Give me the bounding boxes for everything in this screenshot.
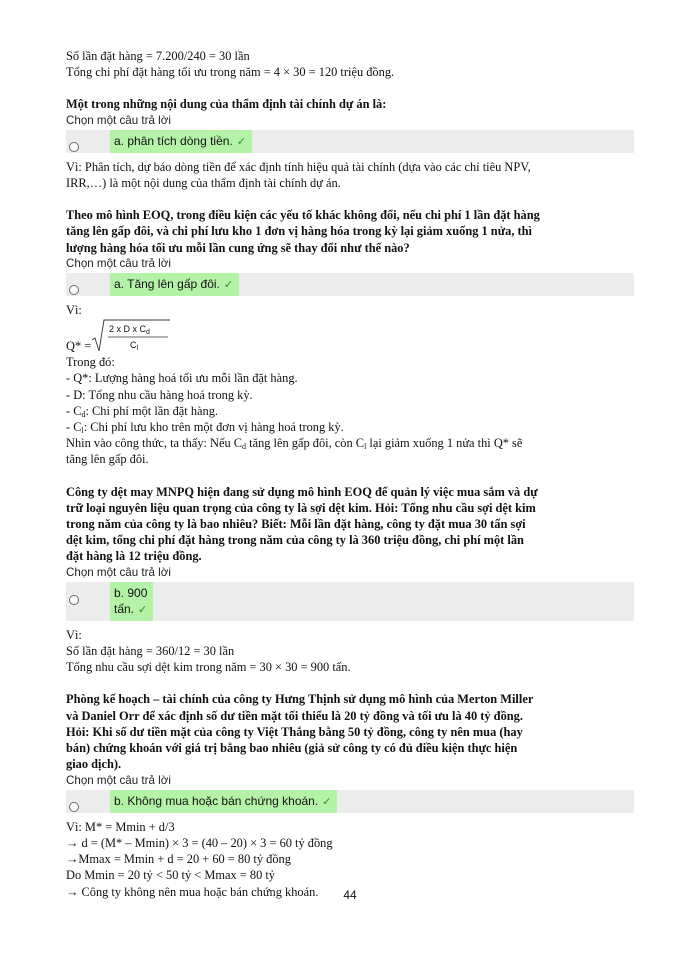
question-text: dệt kim, tổng chi phí đặt hàng trong năm của công ty là 360 triệu đồng, chi phí một lần (66, 533, 524, 548)
eoq-formula (66, 318, 636, 354)
question-text: Phòng kế hoạch – tài chính của công ty Hưng Thịnh sử dụng mô hình của Merton Miller (66, 692, 534, 707)
sqrt-fraction-icon (92, 318, 172, 354)
explanation-line: →Mmax = Mmin + d = 20 + 60 = 80 tỷ đồng (66, 852, 291, 867)
answer-radio[interactable] (69, 285, 79, 295)
explanation-label: Vì: (66, 627, 82, 642)
question-text: giao dịch). (66, 757, 122, 772)
question-text: và Daniel Orr để xác định số dư tiền mặt tối thiểu là 20 tỷ đồng và tối ưu là 40 tỷ đồng. (66, 708, 523, 723)
svg-text:Cl: $C_l$ (130, 340, 139, 353)
answer-radio[interactable] (69, 142, 79, 152)
answer-radio[interactable] (69, 595, 79, 605)
page-number: 44 (343, 888, 357, 902)
answer-prompt: Chọn một câu trả lời (66, 565, 171, 579)
formula-lhs: Q* = (66, 339, 92, 354)
explanation-line: Vì: Phân tích, dự báo dòng tiền để xác định tính hiệu quả tài chính (dựa vào các chỉ tiêu NPV, (66, 159, 531, 174)
answer-prompt: Chọn một câu trả lời (66, 256, 171, 270)
svg-text:2 x D x Cd: 2 x D x $C_d$ (109, 324, 150, 337)
check-icon: ✓ (138, 603, 148, 616)
formula-denominator: C (130, 340, 137, 351)
question-text: Công ty dệt may MNPQ hiện đang sử dụng mô hình EOQ để quản lý việc mua sắm và dự (66, 484, 538, 499)
explanation-line: → d = (M* – Mmin) × 3 = (40 – 20) × 3 = 60 tỷ đồng (66, 835, 333, 850)
explanation-line: - $C_d$: Chi phí một lần đặt hàng. (66, 403, 218, 419)
question-text: Theo mô hình EOQ, trong điều kiện các yếu tố khác không đổi, nếu chi phí 1 lần đặt hàng (66, 208, 540, 223)
explanation-line: Do Mmin = 20 tỷ < 50 tỷ < Mmax = 80 tỷ (66, 868, 275, 883)
explanation-line: IRR,…) là một nội dung của thẩm định tài chính dự án. (66, 176, 341, 191)
explanation-line: tăng lên gấp đôi. (66, 452, 149, 467)
explanation-line: Tổng nhu cầu sợi dệt kim trong năm = 30 × 30 = 900 tấn. (66, 660, 351, 675)
answer-radio[interactable] (69, 802, 79, 812)
question-text: lượng hàng hóa tối ưu mỗi lần cung ứng sẽ thay đổi như thế nào? (66, 240, 410, 255)
selected-answer[interactable]: a. Tăng lên gấp đôi. ✓ (110, 273, 239, 296)
text-line: Tổng chi phí đặt hàng tối ưu trong năm = 4 × 30 = 120 triệu đồng. (66, 65, 395, 80)
question-text: tăng lên gấp đôi, và chi phí lưu kho 1 đơn vị hàng hóa trong kỳ lại giảm xuống 1 nửa, thì (66, 224, 532, 239)
explanation-line: - $C_l$: Chi phí lưu kho trên một đơn vị hàng hoá trong kỳ. (66, 420, 344, 436)
explanation-line: Số lần đặt hàng = 360/12 = 30 lần (66, 644, 235, 659)
explanation-line: Nhìn vào công thức, ta thấy: Nếu $C_d$ tăng lên gấp đôi, còn $C_l$ lại giảm xuống 1 nửa thì Q* sẽ (66, 436, 523, 452)
question-text: trong năm của công ty là bao nhiêu? Biết: Mỗi lần đặt hàng, công ty đặt mua 30 tấn sợi (66, 517, 526, 532)
selected-answer[interactable]: b. Không mua hoặc bán chứng khoán. ✓ (110, 790, 337, 813)
question-text: Một trong những nội dung của thẩm định tài chính dự án là: (66, 97, 387, 112)
check-icon: ✓ (322, 795, 332, 808)
check-icon: ✓ (236, 135, 246, 148)
explanation-line: - Q*: Lượng hàng hoá tối ưu mỗi lần đặt hàng. (66, 371, 298, 386)
explanation-label: Vì: (66, 303, 82, 318)
document-page (66, 48, 636, 900)
selected-answer[interactable]: b. 900 tấn. ✓ (110, 582, 153, 621)
explanation-line: → Công ty không nên mua hoặc bán chứng khoán. (66, 884, 319, 899)
explanation-line: Vì: M* = Mmin + d/3 (66, 819, 175, 834)
question-text: trữ loại nguyên liệu quan trọng của công ty là sợi dệt kim. Hỏi: Tổng nhu cầu sợi dệt kim (66, 500, 536, 515)
answer-prompt: Chọn một câu trả lời (66, 113, 171, 127)
answer-prompt: Chọn một câu trả lời (66, 773, 171, 787)
formula-numerator: 2 x D x C (109, 324, 147, 335)
explanation-line: Trong đó: (66, 355, 115, 370)
check-icon: ✓ (223, 279, 234, 292)
question-text: Hỏi: Khi số dư tiền mặt của công ty Việt Thắng bằng 50 tỷ đồng, công ty nên mua (hay (66, 724, 523, 739)
question-text: bán) chứng khoán với giá trị bằng bao nhiêu (giả sử công ty có đủ điều kiện thực hiện (66, 741, 518, 756)
answer-row (66, 130, 634, 153)
explanation-line: - D: Tổng nhu cầu hàng hoá trong kỳ. (66, 387, 253, 402)
question-text: đặt hàng là 12 triệu đồng. (66, 549, 202, 564)
answer-row (66, 273, 634, 296)
answer-row (66, 790, 634, 813)
text-line: Số lần đặt hàng = 7.200/240 = 30 lần (66, 49, 250, 63)
selected-answer[interactable]: a. phân tích dòng tiền. ✓ (110, 130, 252, 153)
answer-row (66, 582, 634, 621)
